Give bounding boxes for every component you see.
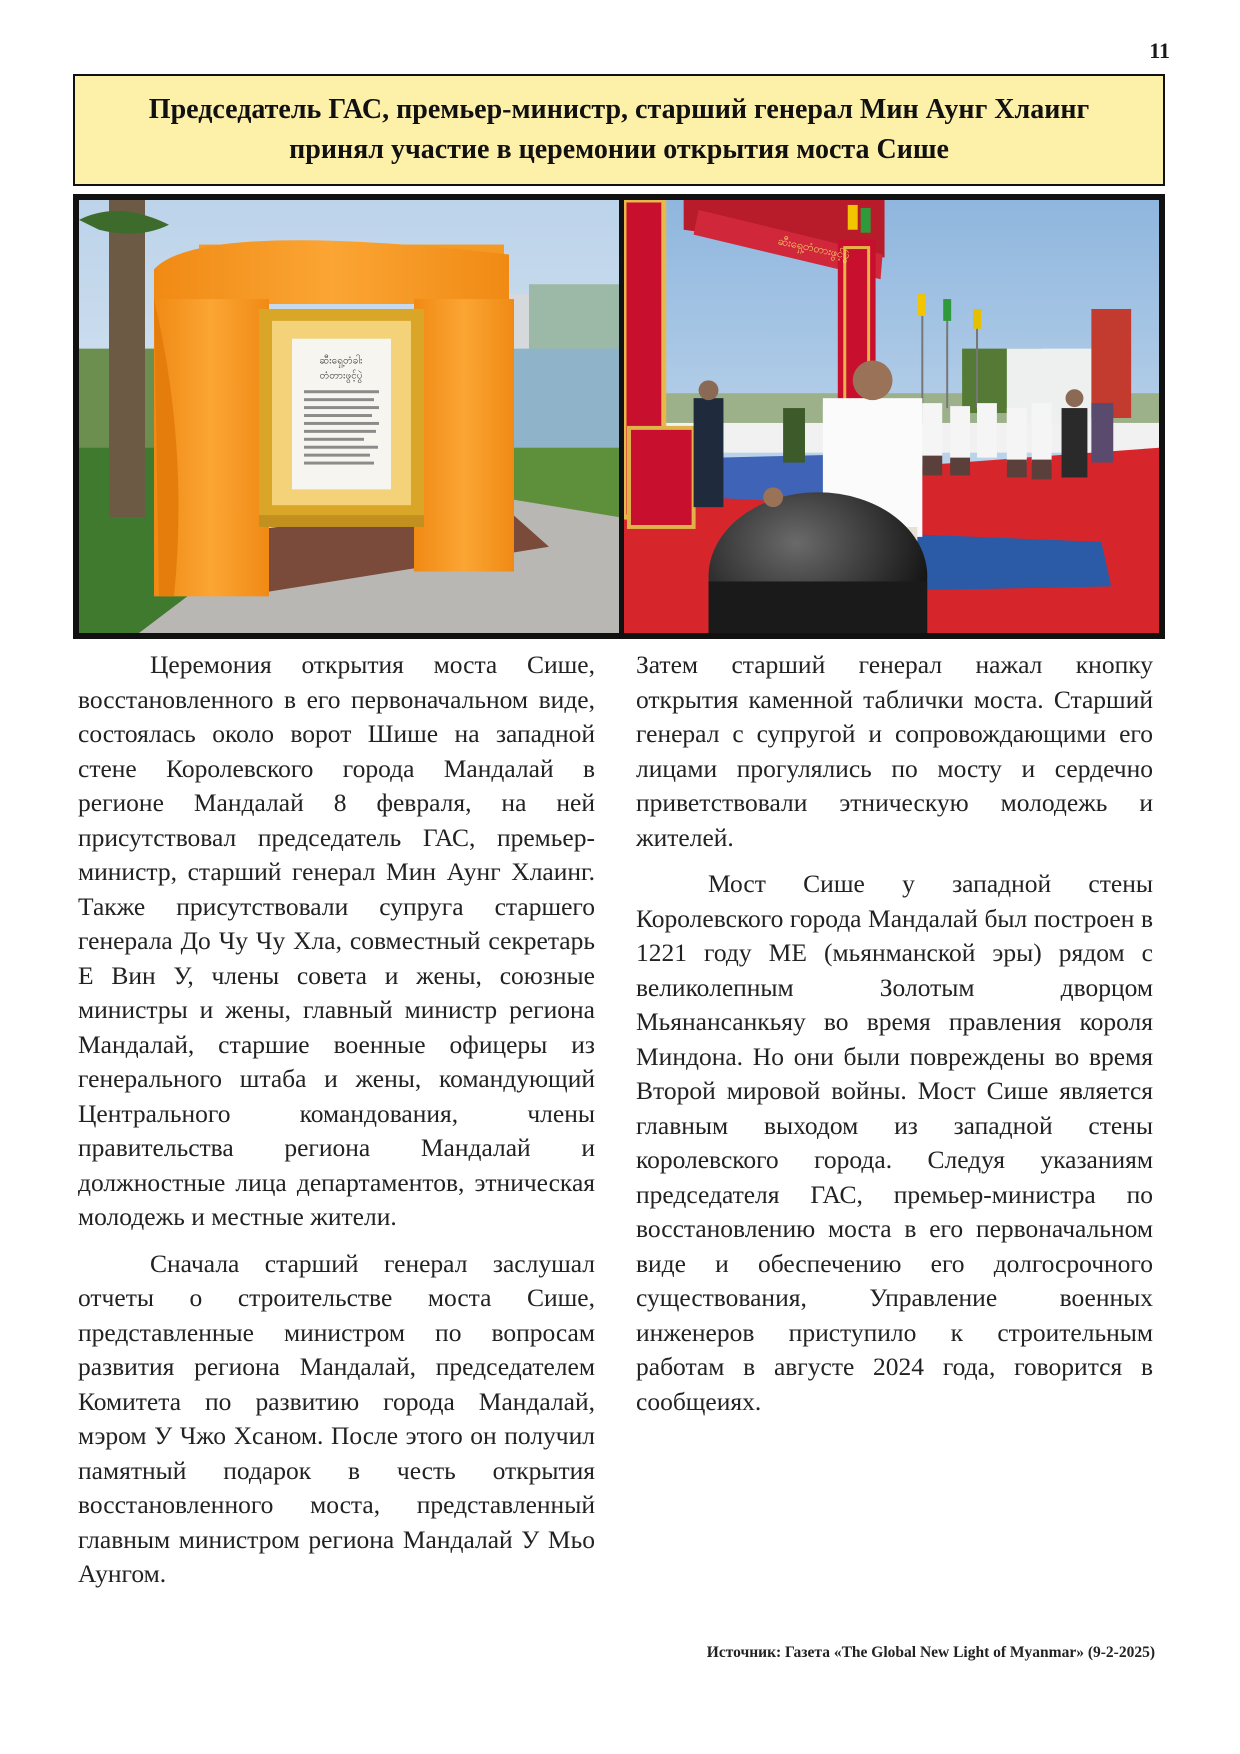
headline-box — [73, 74, 1165, 186]
ceremony-photo-image — [624, 200, 1159, 633]
article-paragraph-4: Мост Сише у западной стены Королевского города Мандалай был построен в 1221 году МЕ (мьянманской эры) рядом с великолепным Золотым дворцом Мьянансанкьяу во время правления короля Миндона. Но они были повреждены во время Второй мировой войны. Мост Сише является главным выходом из западной стены королевского города. Следуя указаниям председателя ГАС, премьер-министра по восстановлению моста в его первоначальном виде и обеспечению его долгосрочного существования, Управление военных инженеров приступило к строительным работам в августе 2024 года, говорится в сообщеиях. — [636, 869, 1153, 1416]
source-line: Источник: Газета «The Global New Light of Myanmar» (9-2-2025) — [706, 1644, 1155, 1661]
photo-strip — [73, 194, 1165, 639]
page-number: 11 — [1149, 38, 1170, 63]
plaque-photo-image — [79, 200, 619, 633]
gate-sign-text: ဆီးရှေ့တံတားဖွင့်ပွဲ — [776, 234, 851, 262]
plaque-text-1: ဆီးရှေ့တံခါး — [319, 355, 363, 367]
photo-ceremony — [624, 200, 1159, 633]
headline-line-1: Председатель ГАС, премьер-министр, старший генерал Мин Аунг Хлаинг — [148, 94, 1090, 125]
article-paragraph-1: Церемония открытия моста Сише, восстановленного в его первоначальном виде, состоялась около ворот Шише на западной стене Королевского города Мандалай в регионе Мандалай 8 февраля, на ней присутствовал председатель ГАС, премьер-министр, старший генерал Мин Аунг Хлаинг. Также присутствовали супруга старшего генерала До Чу Чу Хла, совместный секретарь Е Вин У, члены совета и жены, союзные министры и жены, главный министр региона Мандалай, старшие военные офицеры из генерального штаба и жены, командующий Центрального командования, члены правительства региона Мандалай и должностные лица департаментов, этническая молодежь и местные жители. — [78, 650, 595, 1231]
photo-plaque — [79, 200, 619, 633]
article-right-column — [636, 648, 1153, 1431]
plaque-text-2: တံတားဖွင့်ပွဲ — [319, 370, 363, 382]
article-paragraph-2: Сначала старший генерал заслушал отчеты о строительстве моста Сише, представленные министром по вопросам развития региона Мандалай, председателем Комитета по развитию города Мандалай, мэром У Чжо Хсаном. После этого он получил памятный подарок в честь открытия восстановленного моста, представленный главным министром региона Мандалай У Мьо Аунгом. — [78, 1248, 595, 1588]
headline-line-2: принял участие в церемонии открытия моста Сише — [289, 134, 949, 165]
article-left-column — [78, 648, 595, 1604]
article-paragraph-3: Затем старший генерал нажал кнопку открытия каменной таблички моста. Старший генерал с супругой и сопровождающими его лицами прогулялись по мосту и сердечно приветствовали этническую молодежь и жителей. — [636, 650, 1153, 852]
